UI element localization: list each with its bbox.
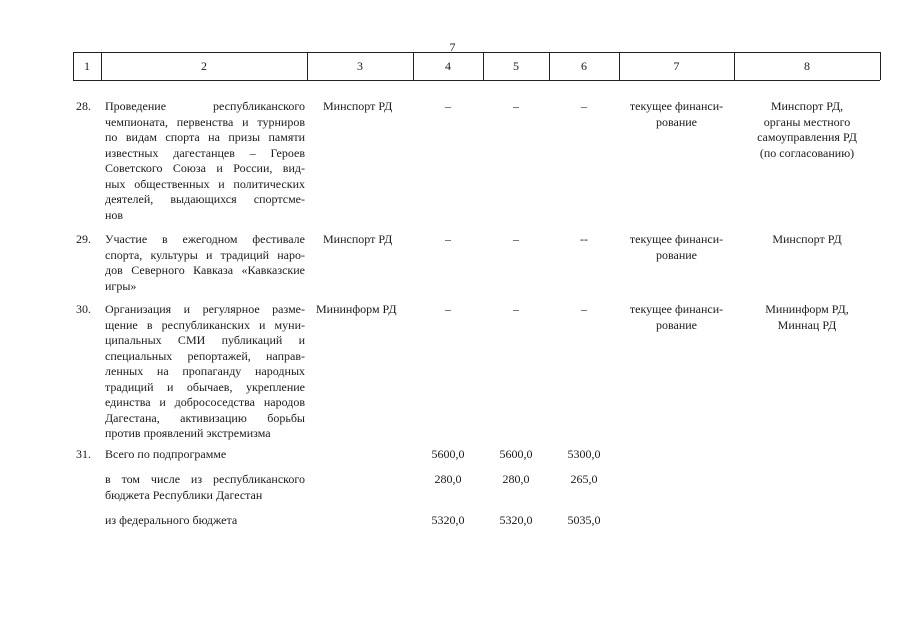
header-col-7: 7 (673, 59, 680, 73)
col4-value: – (445, 99, 451, 113)
header-col-1: 1 (84, 59, 90, 73)
total-col5: 5600,0 (499, 447, 533, 461)
row-number: 31. (76, 447, 91, 461)
federal-col4: 5320,0 (431, 513, 465, 527)
row-executor: Минспорт РД (323, 232, 393, 246)
republic-col6: 265,0 (570, 472, 598, 486)
description-line: единства и добрососедства народов (105, 395, 305, 409)
total-label: Всего по подпрограмме (105, 447, 227, 461)
row-financing (619, 302, 734, 333)
republic-line: в том числе из республиканского (105, 472, 305, 486)
row-number: 30. (76, 302, 91, 316)
responsible-line: Мининформ РД, (765, 302, 849, 316)
financing-line: рование (655, 317, 697, 332)
description-line: игры» (105, 278, 137, 293)
description-line: дов Северного Кавказа «Кавказские (105, 263, 305, 277)
federal-col6: 5035,0 (567, 513, 601, 527)
description-line: традиций и обычаев, укрепление (105, 379, 305, 394)
row-executor: Минспорт РД (323, 99, 393, 113)
financing-line: рование (655, 247, 697, 262)
financing-line: текущее финанси- (629, 302, 724, 316)
federal-col5: 5320,0 (499, 513, 533, 527)
republic-col5: 280,0 (502, 472, 530, 486)
col5-value: – (513, 232, 519, 246)
row-responsible (734, 99, 880, 161)
col6-value: -- (580, 232, 588, 246)
description-line: ных общественных и политических (105, 176, 305, 191)
description-line: спорта, культуры и традиций наро- (105, 247, 305, 262)
row-responsible (734, 302, 880, 333)
responsible-line: самоуправления РД (757, 130, 857, 144)
responsible-line: Минспорт РД (772, 232, 842, 246)
republic-col4: 280,0 (434, 472, 462, 486)
col5-value: – (513, 99, 519, 113)
responsible-line: Минспорт РД, (770, 99, 844, 113)
header-bottom-rule (73, 80, 880, 81)
total-col4: 5600,0 (431, 447, 465, 461)
row-number: 29. (76, 232, 91, 246)
col6-value: – (581, 99, 587, 113)
financing-line: текущее финанси- (629, 232, 724, 246)
description-line: щение в республиканских и муни- (105, 317, 305, 332)
row-financing (619, 232, 734, 263)
header-divider (880, 52, 881, 80)
description-line: Организация и регулярное разме- (105, 302, 305, 316)
row-description (105, 232, 305, 294)
col5-value: – (513, 302, 519, 316)
row-financing (619, 99, 734, 130)
total-col6: 5300,0 (567, 447, 601, 461)
description-line: ципальных СМИ публикаций и (105, 333, 305, 347)
row-executor: Мининформ РД (316, 302, 397, 316)
row-number: 28. (76, 99, 91, 113)
page-number: 7 (449, 40, 456, 54)
col4-value: – (445, 302, 451, 316)
header-col-8: 8 (804, 59, 810, 73)
col4-value: – (445, 232, 451, 246)
header-col-6: 6 (581, 59, 587, 73)
header-col-3: 3 (357, 59, 363, 73)
description-line: против проявлений экстремизма (105, 426, 271, 440)
description-line: Дагестана, активизацию борьбы (105, 410, 305, 425)
republic-line: бюджета Республики Дагестан (105, 487, 263, 502)
description-line: Проведение республиканского (105, 99, 305, 113)
header-col-4: 4 (445, 59, 451, 73)
description-line: чемпионата, первенства и турниров (105, 114, 305, 129)
description-line: по видам спорта на призы памяти (105, 130, 305, 144)
description-line: деятелей, выдающихся спортсме- (105, 192, 305, 206)
financing-line: рование (655, 114, 697, 129)
description-line: нов (105, 207, 124, 222)
federal-budget-label: из федерального бюджета (105, 513, 238, 527)
description-line: специальных репортажей, направ- (105, 348, 305, 363)
row-responsible (734, 232, 880, 248)
republic-budget-label (105, 472, 305, 503)
description-line: ленных на пропаганду народных (105, 364, 305, 378)
responsible-line: органы местного (763, 114, 851, 129)
description-line: известных дагестанцев – Героев (105, 145, 305, 160)
responsible-line: (по согласованию) (759, 145, 855, 160)
financing-line: текущее финанси- (629, 99, 724, 113)
row-description (105, 302, 305, 442)
description-line: Участие в ежегодном фестивале (105, 232, 305, 246)
col6-value: – (581, 302, 587, 316)
header-col-2: 2 (201, 59, 207, 73)
responsible-line: Миннац РД (777, 317, 837, 332)
row-description (105, 99, 305, 223)
header-col-5: 5 (513, 59, 519, 73)
header-top-rule (73, 52, 880, 53)
table-header (73, 52, 880, 80)
description-line: Советского Союза и России, вид- (105, 161, 305, 175)
